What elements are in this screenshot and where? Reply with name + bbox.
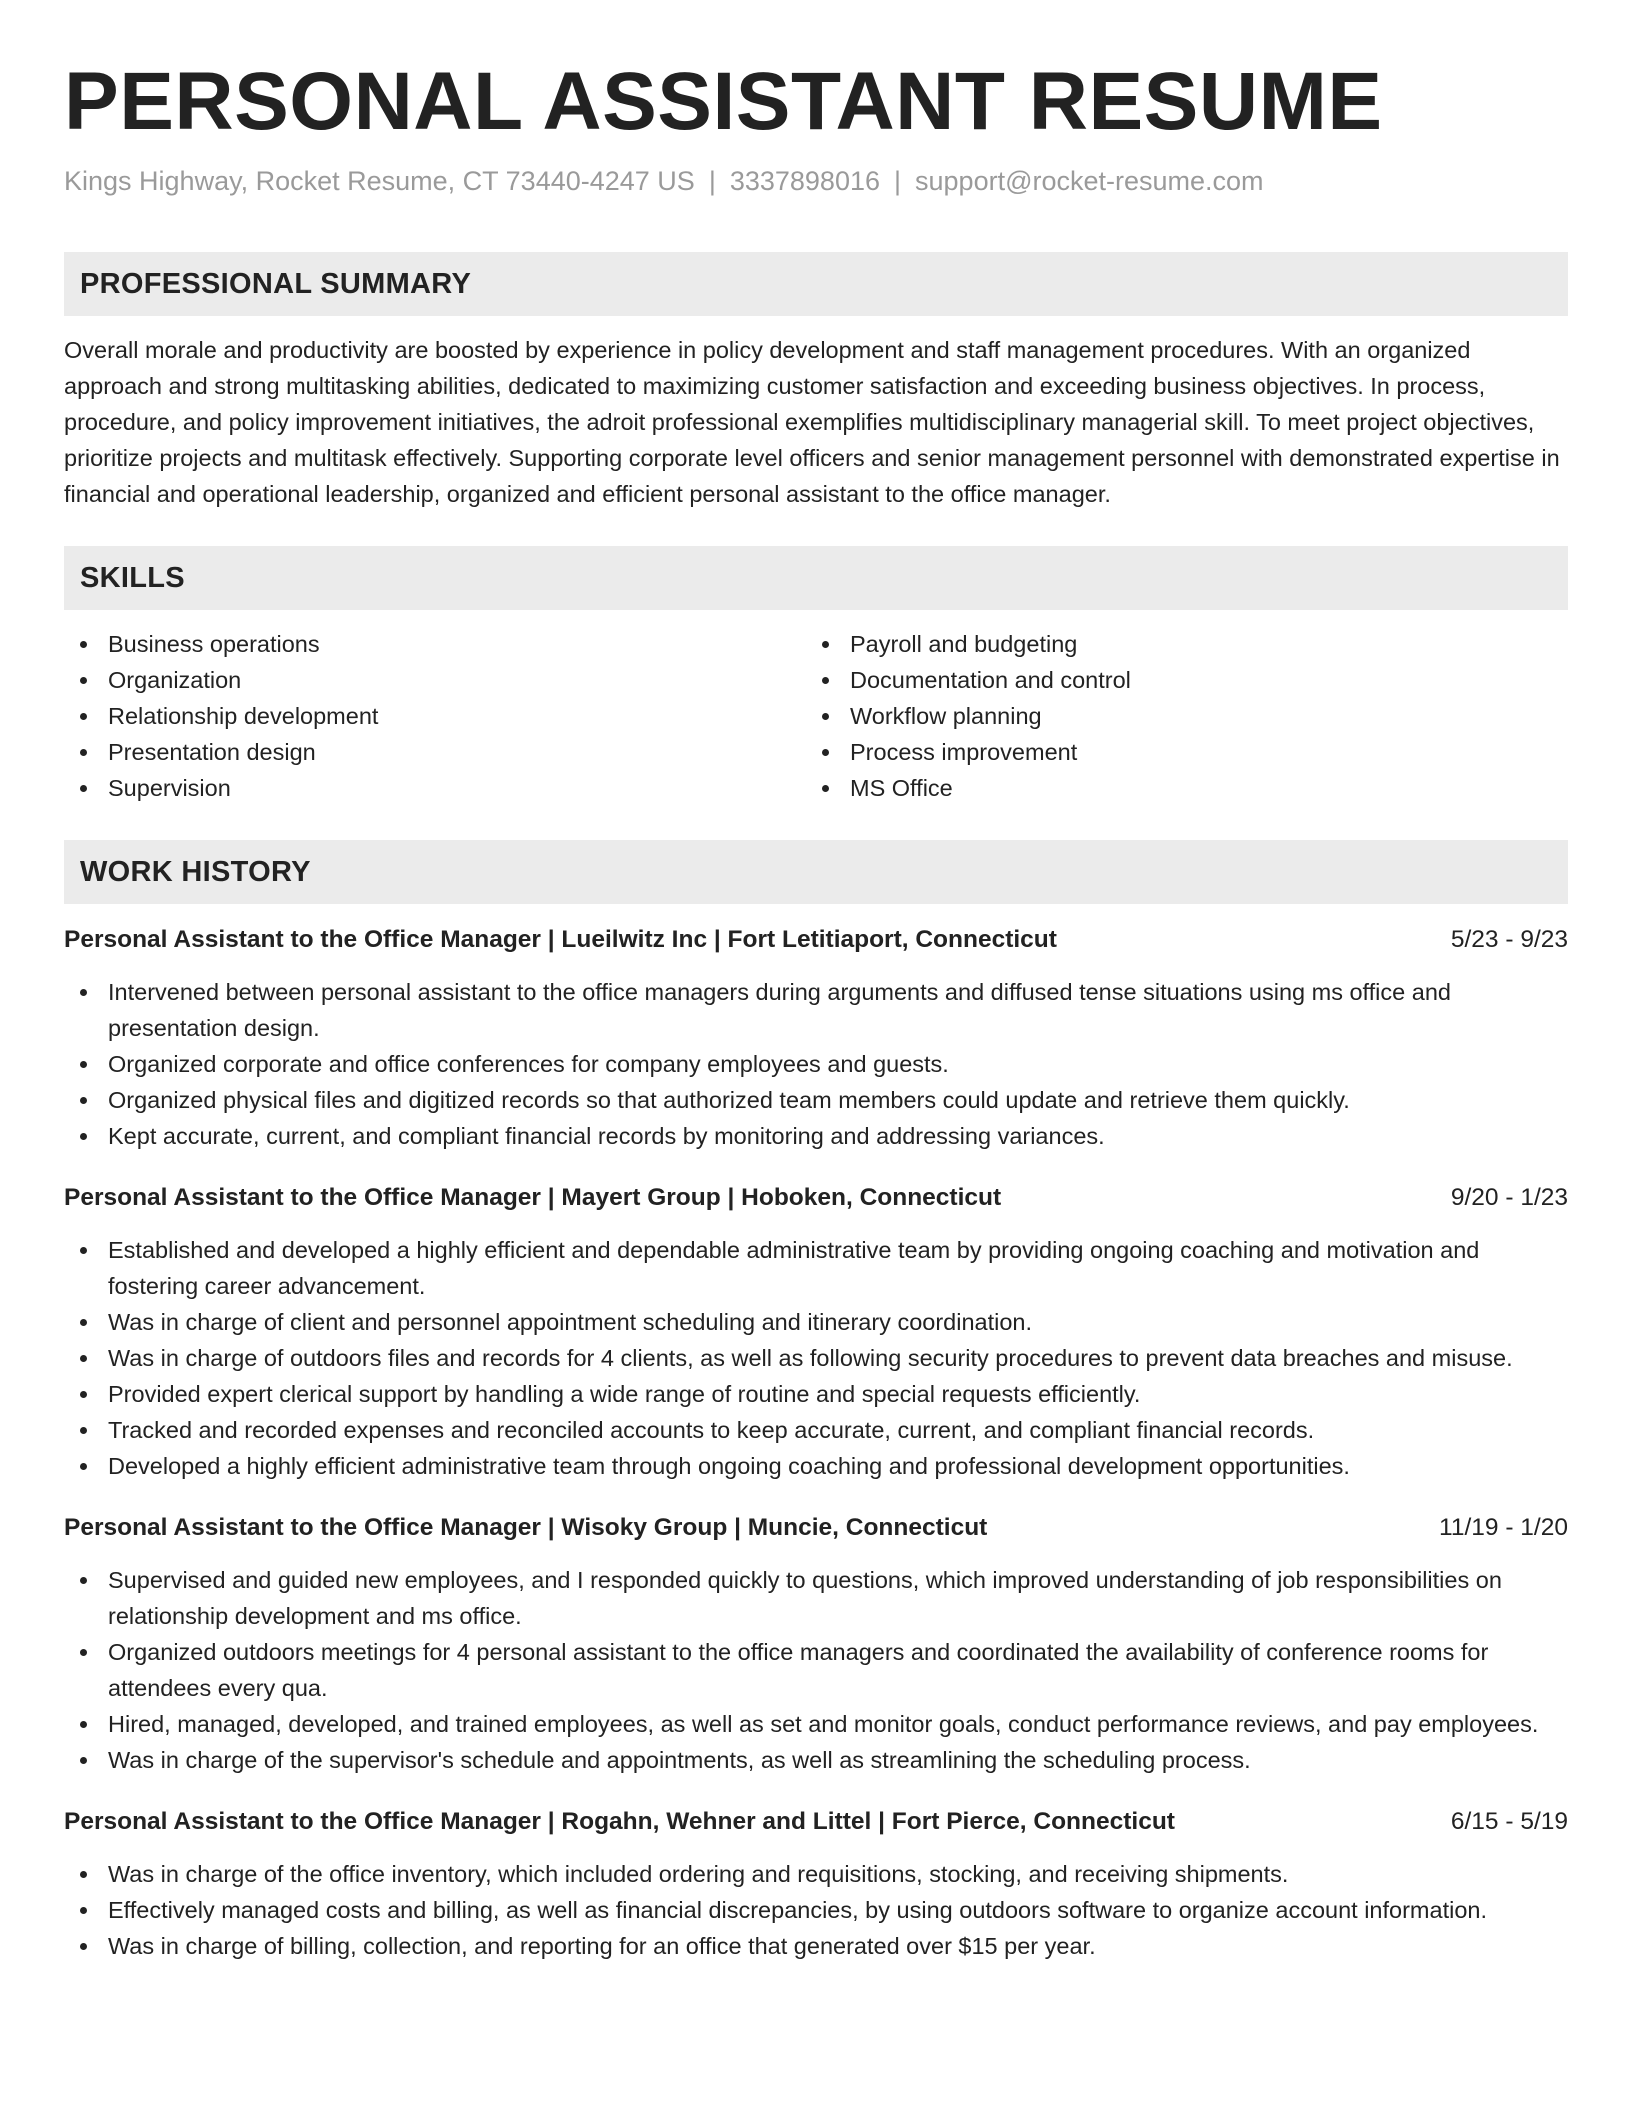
job-bullet: Organized physical files and digitized records so that authorized team members could update and retrieve them quickly. [64, 1082, 1568, 1118]
job-bullets [64, 1232, 1568, 1484]
professional-summary-text: Overall morale and productivity are boosted by experience in policy development and staff management procedures. With an organized approach and strong multitasking abilities, dedicated to maximizing customer satisfaction and exceeding business objectives. In process, procedure, and policy improvement initiatives, the adroit professional exemplifies multidisciplinary managerial skill. To meet project objectives, prioritize projects and multitask effectively. Supporting corporate level officers and senior management personnel with demonstrated expertise in financial and operational leadership, organized and efficient personal assistant to the office manager. [64, 337, 1560, 507]
skill-item: Process improvement [806, 734, 1548, 770]
contact-address: Kings Highway, Rocket Resume, CT 73440-4247 US [64, 166, 695, 196]
skill-item: Workflow planning [806, 698, 1548, 734]
job-bullet: Organized corporate and office conferences for company employees and guests. [64, 1046, 1568, 1082]
job-dates: 6/15 - 5/19 [1450, 1808, 1568, 1835]
skills-column-right [806, 626, 1548, 806]
section-header-professional-summary: PROFESSIONAL SUMMARY [64, 252, 1568, 316]
skill-item: MS Office [806, 770, 1548, 806]
job-dates: 5/23 - 9/23 [1450, 926, 1568, 953]
job-bullet: Was in charge of the office inventory, which included ordering and requisitions, stocking, and receiving shipments. [64, 1856, 1568, 1892]
job-dates: 9/20 - 1/23 [1450, 1184, 1568, 1211]
job-entry [64, 1802, 1568, 1964]
job-title: Personal Assistant to the Office Manager | Rogahn, Wehner and Littel | Fort Pierce, Connecticut [64, 1808, 1175, 1835]
job-bullets [64, 974, 1568, 1154]
resume-title: PERSONAL ASSISTANT RESUME [64, 56, 1383, 147]
job-bullet: Supervised and guided new employees, and I responded quickly to questions, which improved understanding of job responsibilities on relationship development and ms office. [64, 1562, 1568, 1634]
section-header-work-history: WORK HISTORY [64, 840, 1568, 904]
resume-page [64, 52, 1568, 1964]
job-bullet: Was in charge of outdoors files and records for 4 clients, as well as following security procedures to prevent data breaches and misuse. [64, 1340, 1568, 1376]
skill-item: Documentation and control [806, 662, 1548, 698]
job-bullet: Tracked and recorded expenses and reconciled accounts to keep accurate, current, and compliant financial records. [64, 1412, 1568, 1448]
skills-column-left [64, 626, 806, 806]
section-header-skills: SKILLS [64, 546, 1568, 610]
job-header [64, 1508, 1568, 1548]
job-bullet: Was in charge of billing, collection, and reporting for an office that generated over $15 per year. [64, 1928, 1568, 1964]
job-bullet: Was in charge of client and personnel appointment scheduling and itinerary coordination. [64, 1304, 1568, 1340]
job-bullet: Established and developed a highly efficient and dependable administrative team by providing ongoing coaching and motivation and fostering career advancement. [64, 1232, 1568, 1304]
job-bullet: Developed a highly efficient administrative team through ongoing coaching and professional development opportunities. [64, 1448, 1568, 1484]
job-bullet: Provided expert clerical support by handling a wide range of routine and special requests efficiently. [64, 1376, 1568, 1412]
job-bullet: Was in charge of the supervisor's schedule and appointments, as well as streamlining the scheduling process. [64, 1742, 1568, 1778]
job-entry [64, 920, 1568, 1154]
contact-line [64, 164, 1568, 198]
contact-separator: | [894, 166, 902, 196]
job-entry [64, 1178, 1568, 1484]
job-bullet: Effectively managed costs and billing, as well as financial discrepancies, by using outdoors software to organize account information. [64, 1892, 1568, 1928]
job-header [64, 1178, 1568, 1218]
skill-item: Organization [64, 662, 806, 698]
contact-separator: | [708, 166, 716, 196]
job-header [64, 1802, 1568, 1842]
job-dates: 11/19 - 1/20 [1439, 1514, 1568, 1541]
job-title: Personal Assistant to the Office Manager | Mayert Group | Hoboken, Connecticut [64, 1184, 1002, 1211]
skill-item: Supervision [64, 770, 806, 806]
skill-item: Payroll and budgeting [806, 626, 1548, 662]
job-bullet: Kept accurate, current, and compliant financial records by monitoring and addressing variances. [64, 1118, 1568, 1154]
skill-item: Relationship development [64, 698, 806, 734]
job-title: Personal Assistant to the Office Manager | Wisoky Group | Muncie, Connecticut [64, 1514, 988, 1541]
job-title: Personal Assistant to the Office Manager | Lueilwitz Inc | Fort Letitiaport, Connecticut [64, 926, 1057, 953]
skill-item: Presentation design [64, 734, 806, 770]
skill-item: Business operations [64, 626, 806, 662]
skills-list [64, 626, 1568, 806]
contact-email: support@rocket-resume.com [915, 166, 1264, 196]
job-bullet: Intervened between personal assistant to the office managers during arguments and diffused tense situations using ms office and presentation design. [64, 974, 1568, 1046]
job-header [64, 920, 1568, 960]
job-bullet: Hired, managed, developed, and trained employees, as well as set and monitor goals, conduct performance reviews, and pay employees. [64, 1706, 1568, 1742]
job-bullets [64, 1856, 1568, 1964]
contact-phone: 3337898016 [729, 166, 880, 196]
job-bullet: Organized outdoors meetings for 4 personal assistant to the office managers and coordinated the availability of conference rooms for attendees every qua. [64, 1634, 1568, 1706]
job-entry [64, 1508, 1568, 1778]
job-bullets [64, 1562, 1568, 1778]
